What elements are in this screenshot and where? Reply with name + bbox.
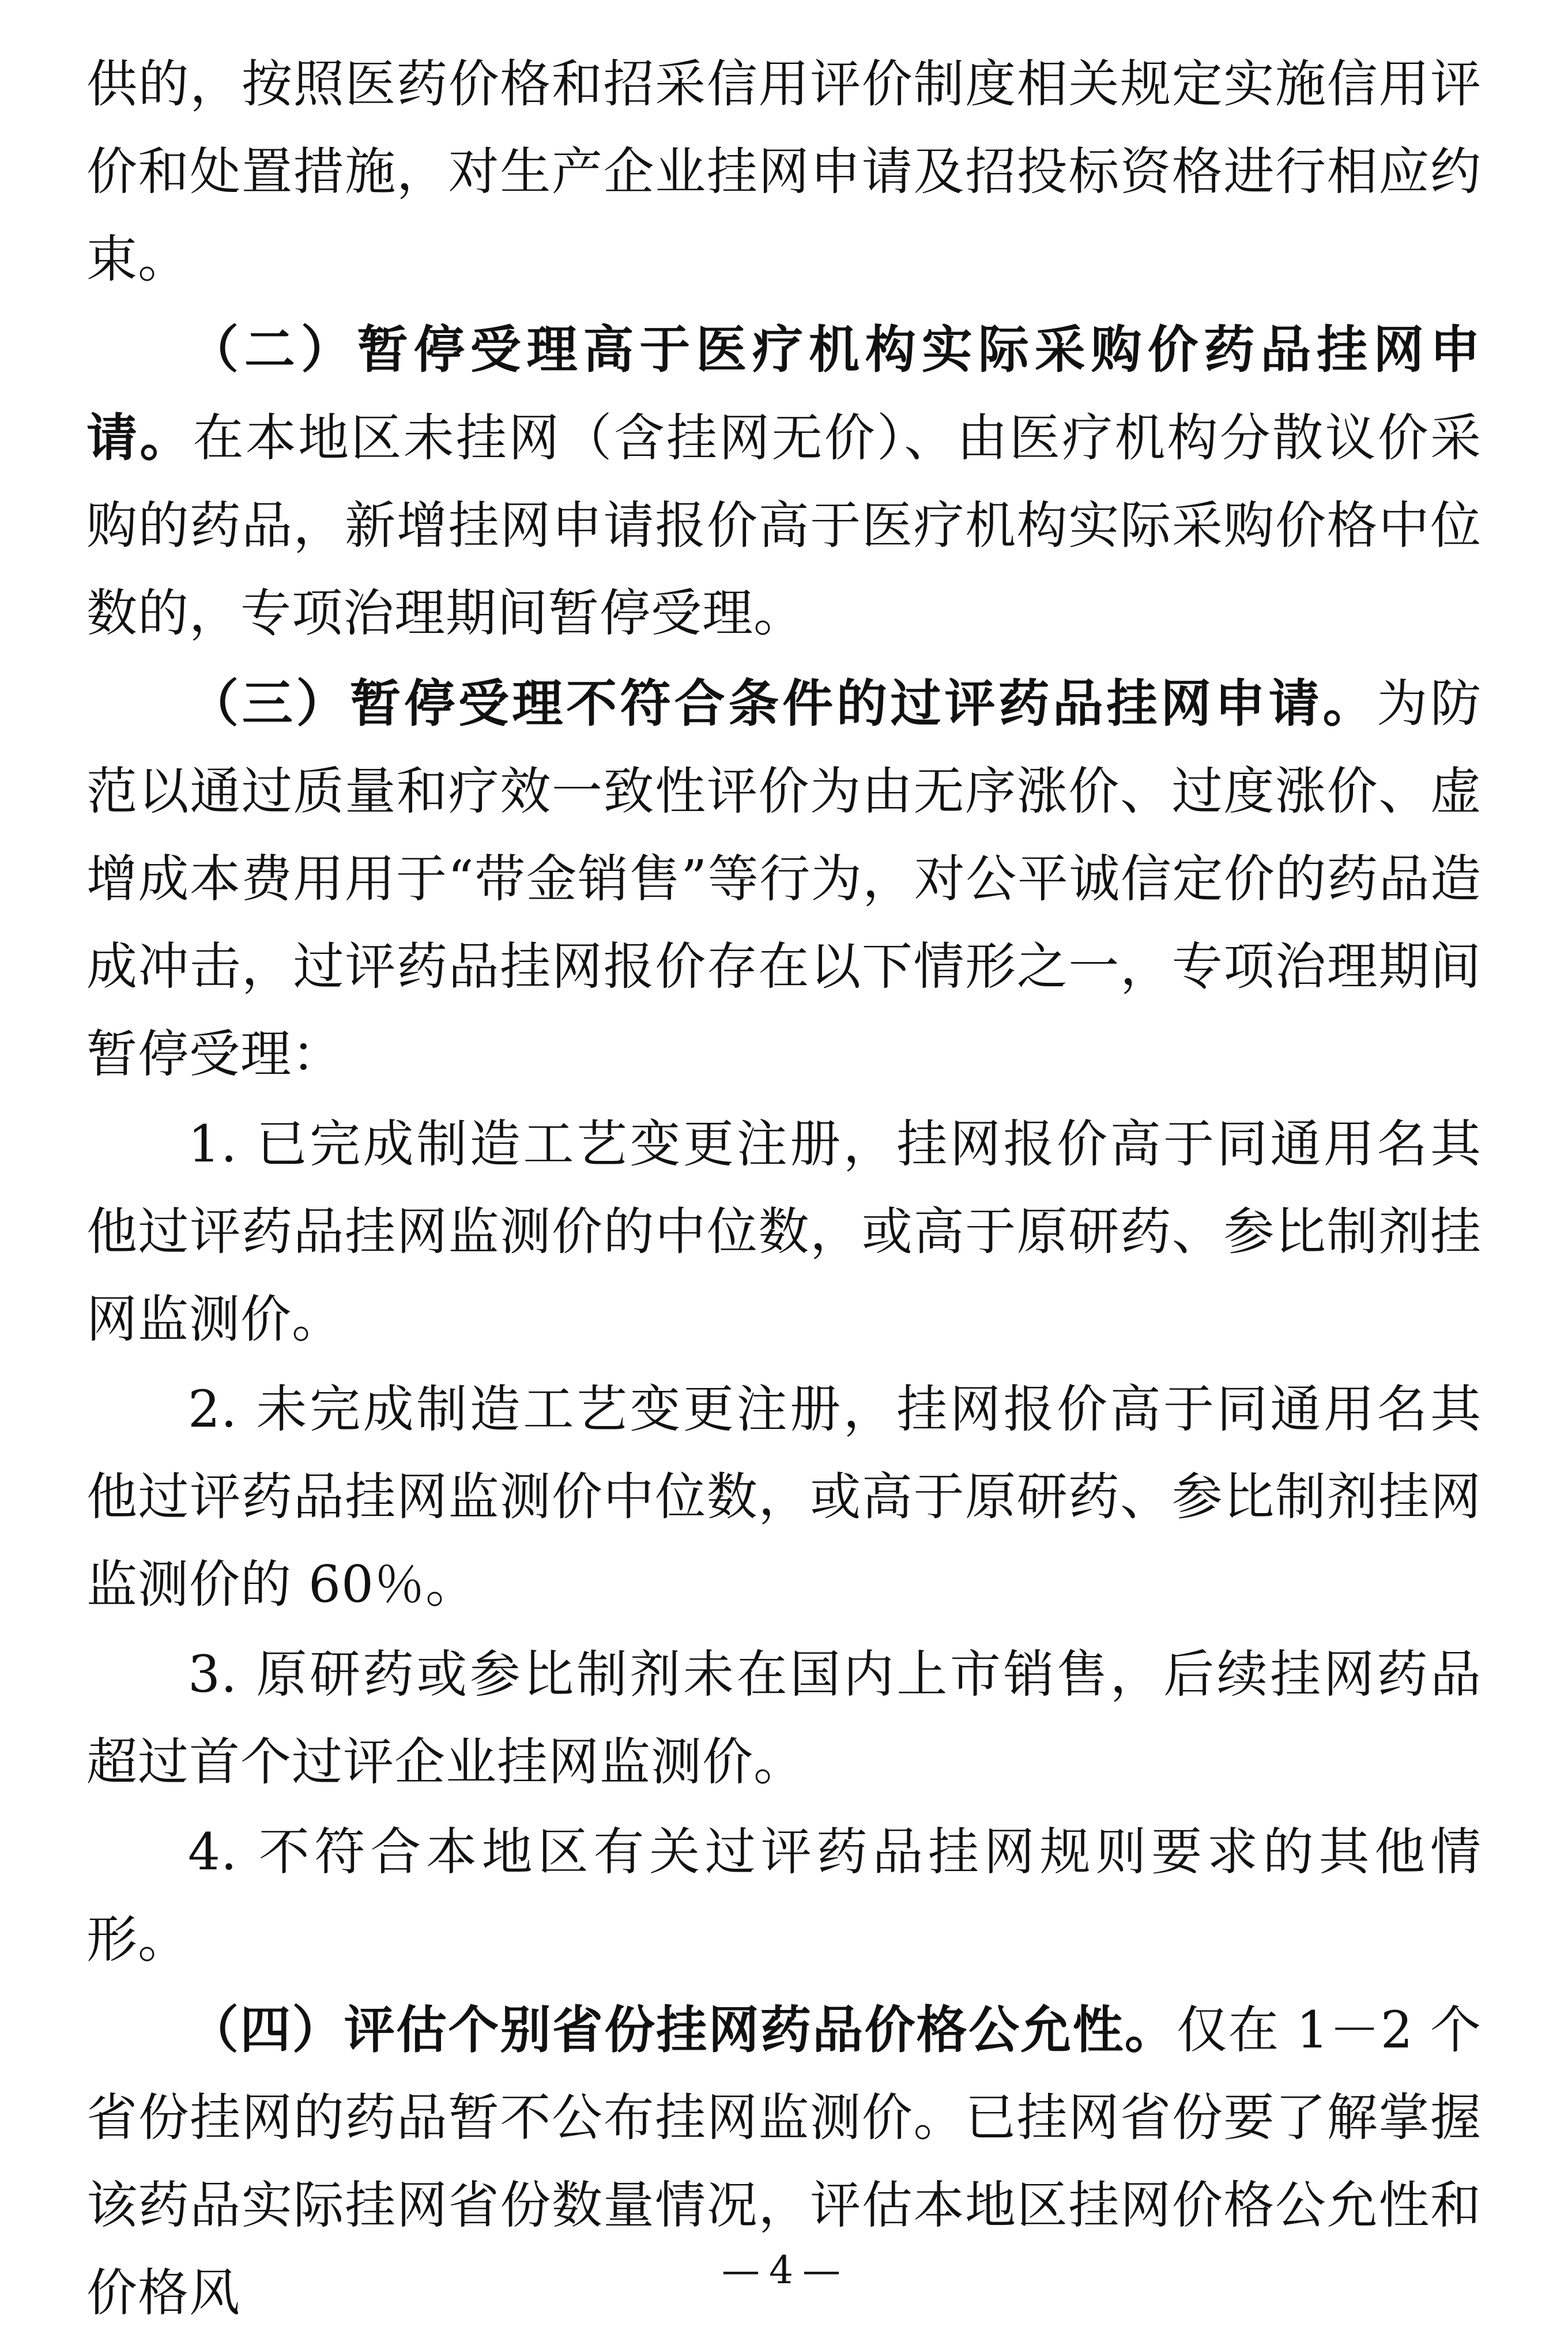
- paragraph-lead: （三）暂停受理不符合条件的过评药品挂网申请。: [188, 673, 1377, 733]
- footer-dash-left: —: [722, 2248, 766, 2292]
- paragraph-3: [86, 659, 1482, 1098]
- paragraph-text: 仅在 1－2 个省份挂网的药品暂不公布挂网监测价。已挂网省份要了解掌握该药品实际挂网省份数量情况，评估本地区挂网价格公允性和价格风: [86, 2000, 1482, 2322]
- paragraph-2: [86, 306, 1482, 657]
- footer-dash-right: —: [802, 2248, 846, 2292]
- list-item-3: [86, 1631, 1482, 1806]
- paragraph-text: 1. 已完成制造工艺变更注册，挂网报价高于同通用名其他过评药品挂网监测价的中位数，或高于原研药、参比制剂挂网监测价。: [86, 1114, 1482, 1349]
- page-footer: [0, 2247, 1568, 2294]
- paragraph-text: 2. 未完成制造工艺变更注册，挂网报价高于同通用名其他过评药品挂网监测价中位数，或高于原研药、参比制剂挂网监测价的 60％。: [86, 1379, 1482, 1614]
- document-body: [86, 40, 1482, 2327]
- list-item-2: [86, 1366, 1482, 1628]
- paragraph-lead: （四）评估个别省份挂网药品价格公允性。: [188, 2000, 1177, 2060]
- page-number: 4: [769, 2248, 799, 2292]
- list-item-4: [86, 1808, 1482, 1983]
- paragraph-text: 在本地区未挂网（含挂网无价）、由医疗机构分散议价采购的药品，新增挂网申请报价高于医疗机构实际采购价格中位数的，专项治理期间暂停受理。: [86, 408, 1482, 643]
- paragraph-text: 4. 不符合本地区有关过评药品挂网规则要求的其他情形。: [86, 1822, 1482, 1969]
- paragraph-text: 3. 原研药或参比制剂未在国内上市销售，后续挂网药品超过首个过评企业挂网监测价。: [86, 1645, 1482, 1792]
- list-item-1: [86, 1100, 1482, 1363]
- paragraph-1: [86, 40, 1482, 303]
- paragraph-text: 供的，按照医药价格和招采信用评价制度相关规定实施信用评价和处置措施，对生产企业挂网申请及招投标资格进行相应约束。: [86, 54, 1482, 289]
- paragraph-lead: （二）暂停受理高于医疗机构实际采购价药品挂网申请。: [86, 319, 1482, 467]
- paragraph-text: 为防范以通过质量和疗效一致性评价为由无序涨价、过度涨价、虚增成本费用用于“带金销售”等行为，对公平诚信定价的药品造成冲击，过评药品挂网报价存在以下情形之一，专项治理期间暂停受理：: [86, 674, 1482, 1084]
